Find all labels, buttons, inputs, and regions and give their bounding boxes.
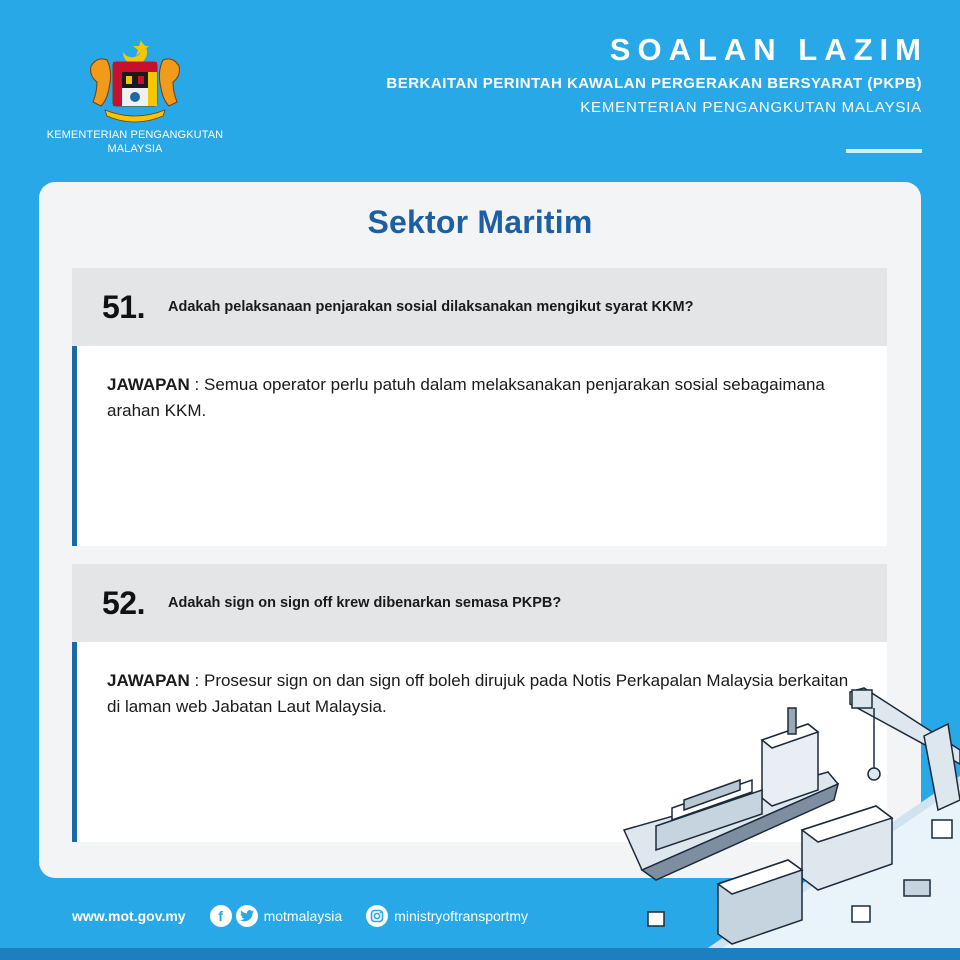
instagram-handle[interactable]: ministryoftransportmy: [394, 908, 528, 924]
question-number: 52.: [102, 584, 145, 621]
crane-icon: [850, 688, 960, 810]
question-52: [72, 564, 887, 642]
section-title: Sektor Maritim: [367, 204, 593, 240]
instagram-icon[interactable]: [366, 905, 388, 927]
ministry-name-line2: MALAYSIA: [107, 143, 163, 155]
question-51: [72, 268, 887, 346]
ministry-label: KEMENTERIAN PENGANGKUTAN MALAYSIA: [580, 99, 922, 116]
website-link[interactable]: www.mot.gov.my: [72, 908, 186, 924]
question-text: Adakah pelaksanaan penjarakan sosial dilaksanakan mengikut syarat KKM?: [168, 299, 694, 315]
port-ship-illustration: [612, 680, 960, 948]
header-divider: [846, 149, 922, 153]
page-title: SOALAN LAZIM: [609, 32, 928, 67]
answer-text: : Semua operator perlu patuh dalam melaksanakan penjarakan sosial sebagaimana arahan KKM.: [107, 375, 825, 420]
ministry-logo-block: [30, 36, 240, 156]
answer-label: JAWAPAN: [107, 671, 190, 690]
page-subtitle: BERKAITAN PERINTAH KAWALAN PERGERAKAN BERSYARAT (PKPB): [386, 75, 922, 92]
facebook-twitter-handle[interactable]: motmalaysia: [263, 908, 343, 924]
twitter-icon[interactable]: [236, 905, 258, 927]
bottom-band: [0, 948, 960, 960]
answer-label: JAWAPAN: [107, 375, 190, 394]
facebook-icon[interactable]: f: [210, 905, 232, 927]
header-titles: [386, 30, 928, 120]
question-text: Adakah sign on sign off krew dibenarkan semasa PKPB?: [168, 595, 562, 611]
question-number: 51.: [102, 288, 145, 325]
coat-of-arms-icon: [79, 36, 191, 124]
ministry-name-line1: KEMENTERIAN PENGANGKUTAN: [46, 129, 224, 141]
footer: [72, 904, 528, 928]
answer-51: [72, 346, 887, 546]
answer-text: : Prosesur sign on dan sign off boleh dirujuk pada Notis Perkapalan Malaysia berkaitan di laman web Jabatan Laut Malaysia.: [107, 671, 849, 716]
